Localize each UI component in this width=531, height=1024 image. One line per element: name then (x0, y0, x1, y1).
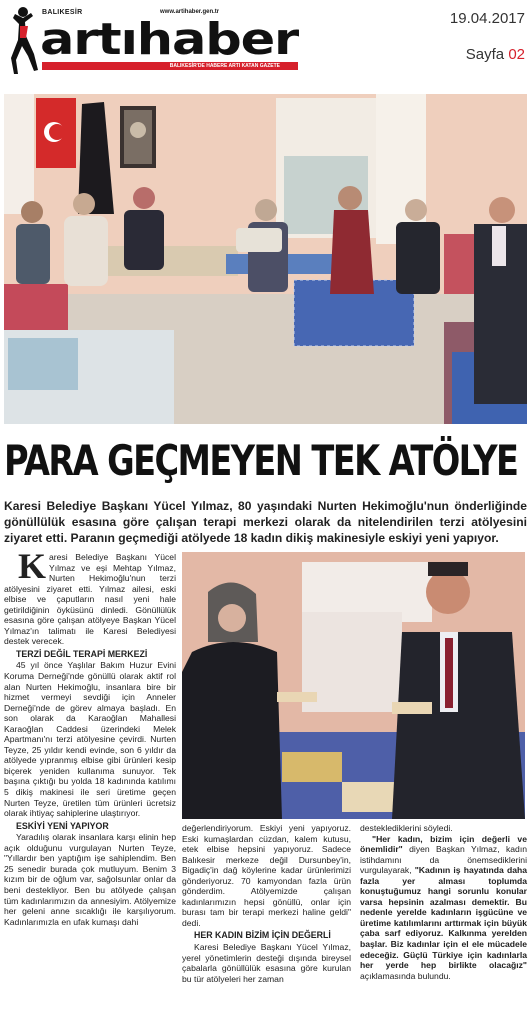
drop-cap: K (18, 546, 47, 586)
quote-bold-1: "Her kadın, bizim için değerli ve önemlidir" (360, 833, 527, 855)
col3-paragraph-1: desteklediklerini söyledi. (360, 823, 453, 833)
svg-text:artıhaber: artıhaber (40, 16, 300, 60)
article-lead: Karesi Belediye Başkanı Yücel Yılmaz, 80 yaşındaki Nurten Hekimoğlu'nun önderliğinde gönüllülük esasına göre çalışan terapi merkezi olarak da nitelendirilen terzi atölyesini ziyaret etti. Paranın geçmediği atölyede 18 kadın dikiş makinesiyle eskiyi yeni yapıyor. (4, 499, 527, 545)
masthead (0, 0, 531, 88)
subhead-her-kadin: HER KADIN BİZİM İÇİN DEĞERLİ (194, 930, 331, 941)
page-number: 02 (508, 46, 525, 63)
col1-paragraph-1: aresi Belediye Başkanı Yücel Yılmaz ve eşi Mehtap Yılmaz, Nurten Hekimoğlu'nun terzi atölyesini ziyaret etti. Yılmaz ailesi, eski elbise ve çaputların nasıl yeni hale getirildiğinin öyküsünü dinledi. Gönüllülük esasına göre çalışan atölyeye Başkan Yücel Yılmaz'ın talimatı ile Karesi Belediyesi destek verecek. (4, 552, 176, 647)
col2-paragraph-2: Karesi Belediye Başkanı Yücel Yılmaz, yerel yönetimlerin desteği dışında bireysel çabalarla gönüllülük esasına göre kurulan bu tür atölyeleri her zaman (182, 942, 351, 984)
page-indicator (466, 46, 525, 63)
artihaber-logo (40, 16, 302, 60)
col2-paragraph-1: değerlendiriyorum. Eskiyi yeni yapıyoruz. Eski kumaşlardan cüzdan, kalem kutusu, etek elbise hepsini yapıyoruz. Sadece Balıkesir merkeze değil Dursunbey'in, Bigadiç'in dağ köylerine kadar ürünlerimizi gönderiyoruz. 70 kamyondan fazla ürün gönderdim. Atölyemizde çalışan kadınlarımızın hepsi gönüllü, onlar için burası tam bir terapi merkezi haline geldi" dedi. (182, 823, 351, 928)
dancer-logo-icon (6, 4, 40, 78)
quote-bold-2: "Kadının iş hayatında daha fazla yer alması toplumda konuştuğumuz hangi sorunlu konular varsa hepsinin azalması demektir. Bu nedenle yerelde kadınların işgücüne ve üretime katılımlarını arttırmak için büyük çaba sarf ediyoruz. Kalkınma yerelden başlar. Biz kadınlar için el ele mücadele edeceğiz. Güçlü Türkiye için kadınlarla her yerde hep birlikte olacağız" (360, 865, 527, 971)
issue-date: 19.04.2017 (449, 10, 525, 27)
article-column-2 (182, 823, 351, 984)
mayor-with-nurten-photo (182, 552, 525, 819)
col1-paragraph-2: 45 yıl önce Yaşlılar Bakım Huzur Evini Koruma Derneği'nde gönüllü olarak aktif rol alan Nurten Hekimoğlu, insanlara bire bir hizmet vermeyi sevdiği için Anneler Derneği'nde de görev almaya başladı. En son olarak da Karaoğlan Mahallesi Karaoğlan Caddesi üzerindeki Melek Apartmanı'nı terzi atölyesine çevirdi. Nurten Teyze, 25 yıldır kendi evinde, son 6 yıldır da atölyede yıpranmış elbise gibi ürünleri kesip biçerek yeniden kullanıma sunuyor. Tek başına çıktığı bu yolda 18 kadınında katılımı 5 dikiş makinesi ile seri üretime geçen Nurten Teyze, üretilen tüm ürünleri ücretsiz olarak ihtiyaç sahiplerine ulaştırıyor. (4, 660, 176, 819)
article-headline: PARA GEÇMEYEN TEK ATÖLYE (4, 436, 518, 485)
col1-paragraph-3: Yaradılış olarak insanlara karşı elinin hep açık olduğunu vurgulayan Nurten Teyze, "Yıllardır ben yaptığım işe sahiplendim. Ben 25 senedir burada çok mutluyum. Benim 3 kızım bir de oğlum var, sağolsunlar onlar da beni destekliyor. Ben bu atölyede çalışan tüm kadınlarımızın da annesiyim. Atölyemize her geleni anne sıcaklığı ile karşılıyorum. Kadınlarımızla en ufak kumaşı dahi (4, 832, 176, 927)
masthead-slogan: BALIKESİR'DE HABERE ARTI KATAN GAZETE (169, 63, 280, 69)
subhead-eskiyi: ESKİYİ YENİ YAPIYOR (16, 820, 109, 831)
workshop-group-photo (4, 94, 527, 424)
col3-paragraph-2 (360, 834, 527, 982)
article-column-3 (360, 823, 527, 981)
page-label: Sayfa (465, 46, 505, 63)
subhead-terapi: TERZİ DEĞİL TERAPİ MERKEZİ (16, 648, 148, 659)
col3-text-1: diyen Başkan Yılmaz, kadın istihdamını da önemsediklerini vurgulayarak, (360, 844, 527, 876)
col3-text-2: açıklamasında bulundu. (360, 970, 451, 981)
masthead-city: BALIKESİR (42, 9, 83, 16)
article-column-1 (4, 546, 176, 927)
masthead-website[interactable]: www.artihaber.gen.tr (160, 9, 220, 15)
